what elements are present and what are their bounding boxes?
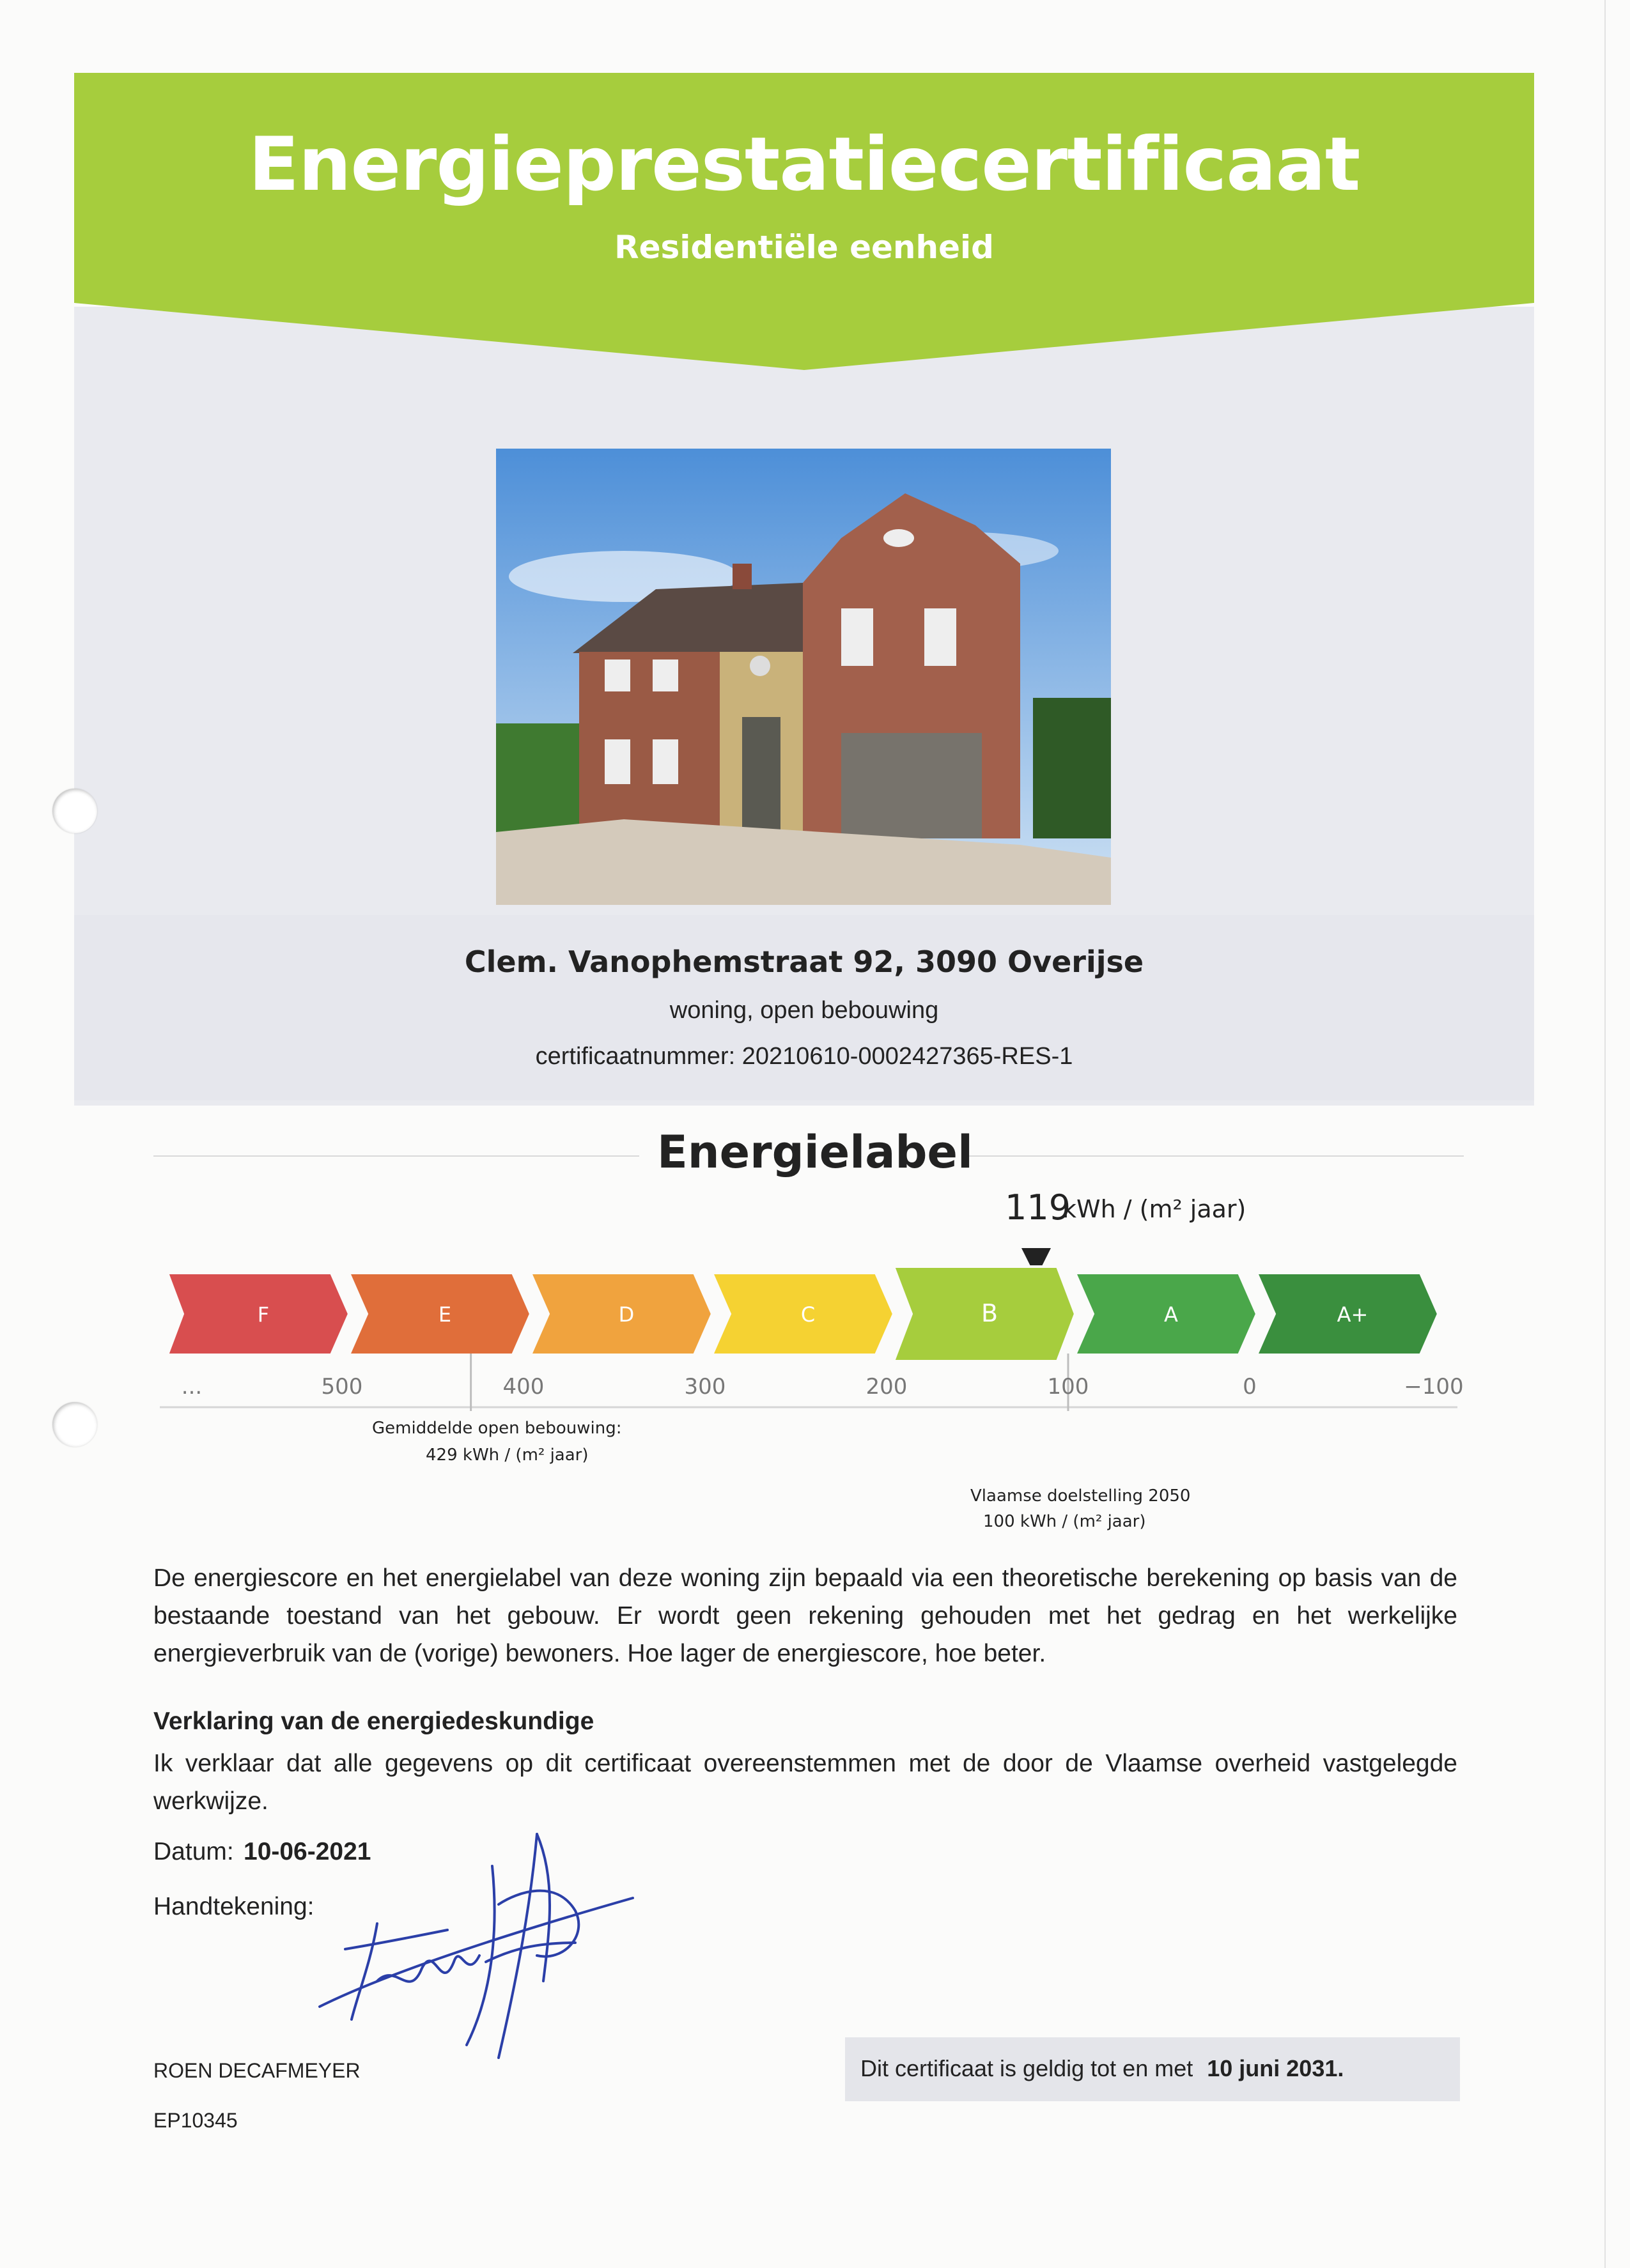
date-value: 10-06-2021: [244, 1838, 371, 1865]
target-value: 100 kWh / (m² jaar): [983, 1512, 1146, 1531]
expert-name: ROEN DECAFMEYER: [153, 2059, 361, 2082]
energy-class-label: C: [800, 1302, 816, 1327]
title-banner: [74, 73, 1534, 370]
signature-image: [307, 1815, 652, 2067]
house-photo: [496, 449, 1111, 905]
energy-class-label: D: [618, 1302, 635, 1327]
energy-class-label: A: [1164, 1302, 1178, 1327]
property-type: woning, open bebouwing: [669, 997, 939, 1024]
energy-scale: [0, 1265, 1630, 1412]
banner-shape: [74, 73, 1534, 370]
average-value: 429 kWh / (m² jaar): [426, 1446, 589, 1465]
punch-hole-bottom: [52, 1402, 97, 1447]
punch-hole-top: [52, 789, 97, 833]
certificate-number: certificaatnummer: 20210610-0002427365-RES-1: [535, 1043, 1073, 1070]
energy-class-label: A+: [1337, 1302, 1369, 1327]
validity-statement: [860, 2055, 1344, 2082]
average-label: Gemiddelde open bebouwing:: [372, 1419, 622, 1438]
energy-class-label: B: [981, 1299, 998, 1327]
signature-label: Handtekening:: [153, 1893, 314, 1920]
scale-tick-label: 0: [1243, 1374, 1257, 1400]
property-address: Clem. Vanophemstraat 92, 3090 Overijse: [464, 945, 1144, 979]
scale-tick-label: 400: [502, 1374, 545, 1400]
energy-label-heading: Energielabel: [656, 1126, 974, 1178]
scale-tick-label: ...: [181, 1374, 203, 1400]
expert-id: EP10345: [153, 2109, 238, 2132]
document-subtitle: Residentiële eenheid: [614, 229, 994, 266]
validity-date: 10 juni 2031.: [1207, 2055, 1344, 2081]
scale-tick-label: 500: [321, 1374, 363, 1400]
target-label: Vlaamse doelstelling 2050: [970, 1486, 1191, 1506]
description-paragraph: De energiescore en het energielabel van deze woning zijn bepaald via een theoretische berekening op basis van de bestaande toestand van het gebouw. Er wordt geen rekening gehouden met het gedrag en het werkelijke energieverbruik van de (vorige) bewoners. Hoe lager de energiescore, hoe beter.: [153, 1564, 1457, 1667]
scale-tick-label: 300: [684, 1374, 726, 1400]
date-label: Datum:: [153, 1838, 234, 1865]
energy-score: 119: [1005, 1187, 1071, 1228]
scale-tick-label: −100: [1404, 1374, 1464, 1400]
validity-text: Dit certificaat is geldig tot en met: [860, 2055, 1193, 2081]
document-title: Energieprestatiecertificaat: [248, 121, 1360, 208]
energy-class-label: F: [257, 1302, 270, 1327]
scale-tick-label: 200: [865, 1374, 908, 1400]
declaration-text: Ik verklaar dat alle gegevens op dit certificaat overeenstemmen met de door de Vlaamse overheid vastgelegde werkwijze.: [153, 1750, 1457, 1815]
declaration-heading: Verklaring van de energiedeskundige: [153, 1708, 594, 1735]
scale-tick-label: 100: [1047, 1374, 1089, 1400]
energy-class-label: E: [438, 1302, 452, 1327]
energy-score-unit: kWh / (m² jaar): [1062, 1195, 1246, 1223]
